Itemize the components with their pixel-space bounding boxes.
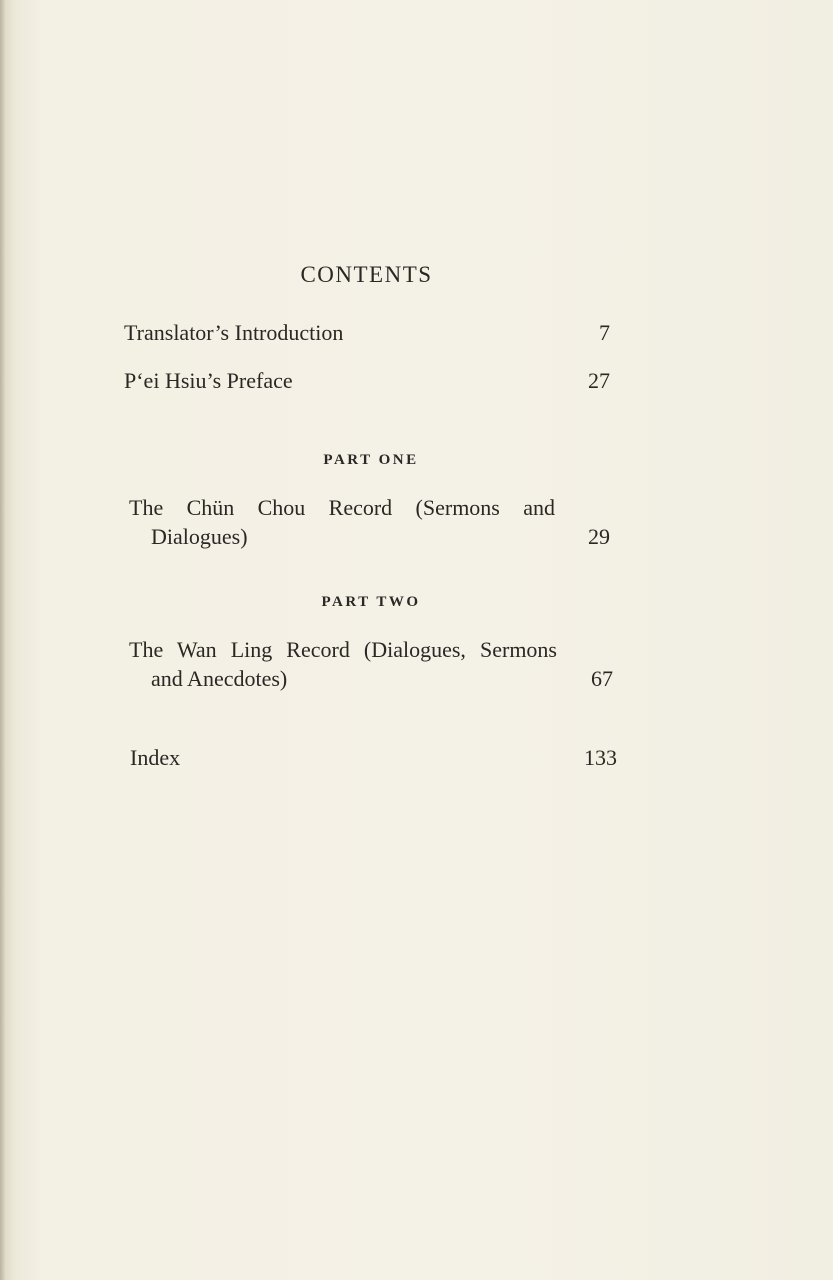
toc-entry-page: 29 <box>588 524 610 549</box>
toc-entry-label-line1: The Wan Ling Record (Dialogues, Sermons <box>129 637 557 662</box>
toc-entry-wan-ling-record <box>129 635 613 693</box>
toc-entry-chun-chou-record <box>129 493 610 551</box>
toc-entry-label-line2: and Anecdotes) <box>151 666 288 691</box>
toc-entry-introduction <box>124 318 610 348</box>
toc-entry-label-line1: The Chün Chou Record (Sermons and <box>129 495 555 520</box>
part-two-heading: PART TWO <box>321 594 421 610</box>
toc-entry-label: Index <box>130 745 181 770</box>
toc-entry-label: P‘ei Hsiu’s Preface <box>124 368 293 393</box>
page-gutter <box>0 0 6 1280</box>
toc-entry-label-line2: Dialogues) <box>151 524 248 549</box>
part-one-heading: PART ONE <box>323 452 419 468</box>
toc-entry-page: 7 <box>599 320 610 345</box>
toc-entry-preface <box>124 366 610 396</box>
toc-entry-label: Translator’s Introduction <box>124 320 344 345</box>
contents-title: CONTENTS <box>300 262 433 287</box>
toc-entry-page: 133 <box>584 745 617 770</box>
toc-entry-page: 67 <box>591 666 613 691</box>
toc-entry-page: 27 <box>588 368 610 393</box>
toc-entry-index <box>130 743 617 773</box>
